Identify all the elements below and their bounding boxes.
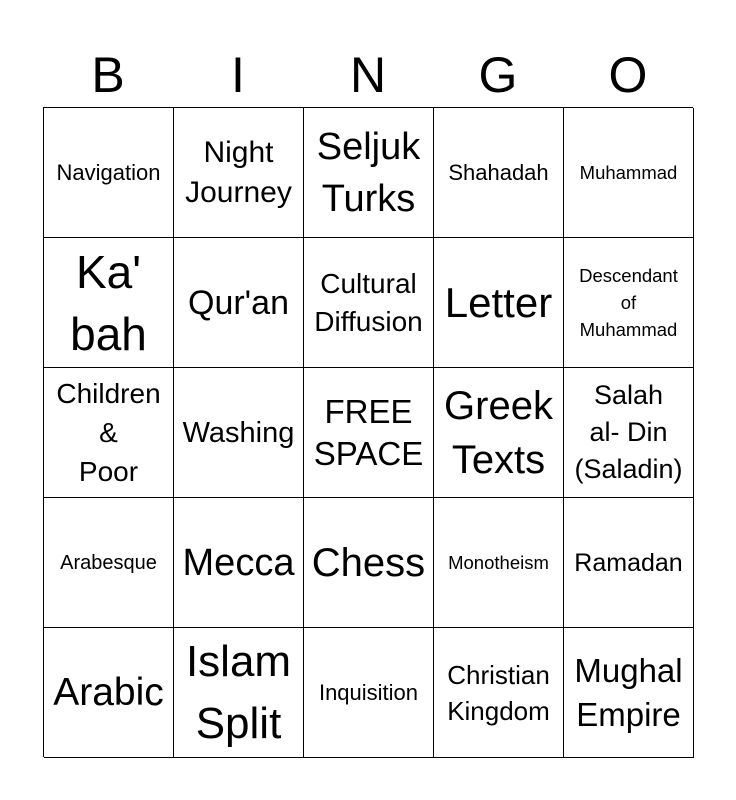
cell-label: Seljuk Turks [316,125,421,220]
cell-label: Descendant of Muhammad [579,265,678,340]
bingo-cell[interactable] [564,238,694,368]
cell-label: Navigation [56,159,161,185]
bingo-cell[interactable] [564,368,694,498]
bingo-header [43,44,693,106]
bingo-cell[interactable] [434,498,564,628]
cell-label: Monotheism [448,551,549,573]
bingo-cell[interactable] [304,498,434,628]
bingo-cell[interactable] [434,238,564,368]
bingo-cell[interactable] [174,238,304,368]
bingo-cell[interactable] [434,628,564,758]
cell-label: Arabic [53,670,164,714]
cell-label: FREE SPACE [313,392,424,472]
bingo-cell[interactable] [304,108,434,238]
header-letter-g: G [478,47,518,103]
cell-label: Salah al- Din (Saladin) [574,380,683,484]
free-space-cell[interactable] [304,368,434,498]
bingo-cell[interactable] [174,368,304,498]
header-letter-b: B [91,47,125,103]
bingo-cell[interactable] [44,628,174,758]
cell-label: Letter [444,278,553,326]
cell-label: Mecca [182,541,295,584]
cell-label: Greek Texts [444,383,553,482]
cell-label: Mughal Empire [574,651,683,733]
cell-label: Children & Poor [56,378,161,487]
bingo-cell[interactable] [434,368,564,498]
cell-label: Inquisition [318,679,419,705]
bingo-cell[interactable] [44,238,174,368]
cell-label: Washing [182,416,295,449]
bingo-cell[interactable] [564,498,694,628]
bingo-cell[interactable] [174,628,304,758]
bingo-cell[interactable] [174,108,304,238]
cell-label: Qur'an [188,283,289,322]
cell-label: Arabesque [60,551,157,574]
bingo-cell[interactable] [44,368,174,498]
bingo-cell[interactable] [174,498,304,628]
bingo-card-grid [43,107,693,757]
cell-label: Chess [311,540,426,585]
cell-label: Shahadah [448,159,549,185]
bingo-cell[interactable] [434,108,564,238]
bingo-cell[interactable] [44,108,174,238]
bingo-cell[interactable] [44,498,174,628]
cell-label: Ramadan [574,548,683,577]
cell-label: Night Journey [185,135,292,209]
bingo-cell[interactable] [304,238,434,368]
cell-label: Christian Kingdom [447,659,550,726]
bingo-cell[interactable] [304,628,434,758]
cell-label: Muhammad [579,162,678,183]
cell-label: Islam Split [185,636,292,748]
cell-label: Ka' bah [70,245,147,360]
cell-label: Cultural Diffusion [314,267,423,337]
header-letter-o: O [608,47,648,103]
header-letter-i: I [231,47,245,103]
header-letter-n: N [349,47,387,103]
bingo-cell[interactable] [564,108,694,238]
bingo-cell[interactable] [564,628,694,758]
